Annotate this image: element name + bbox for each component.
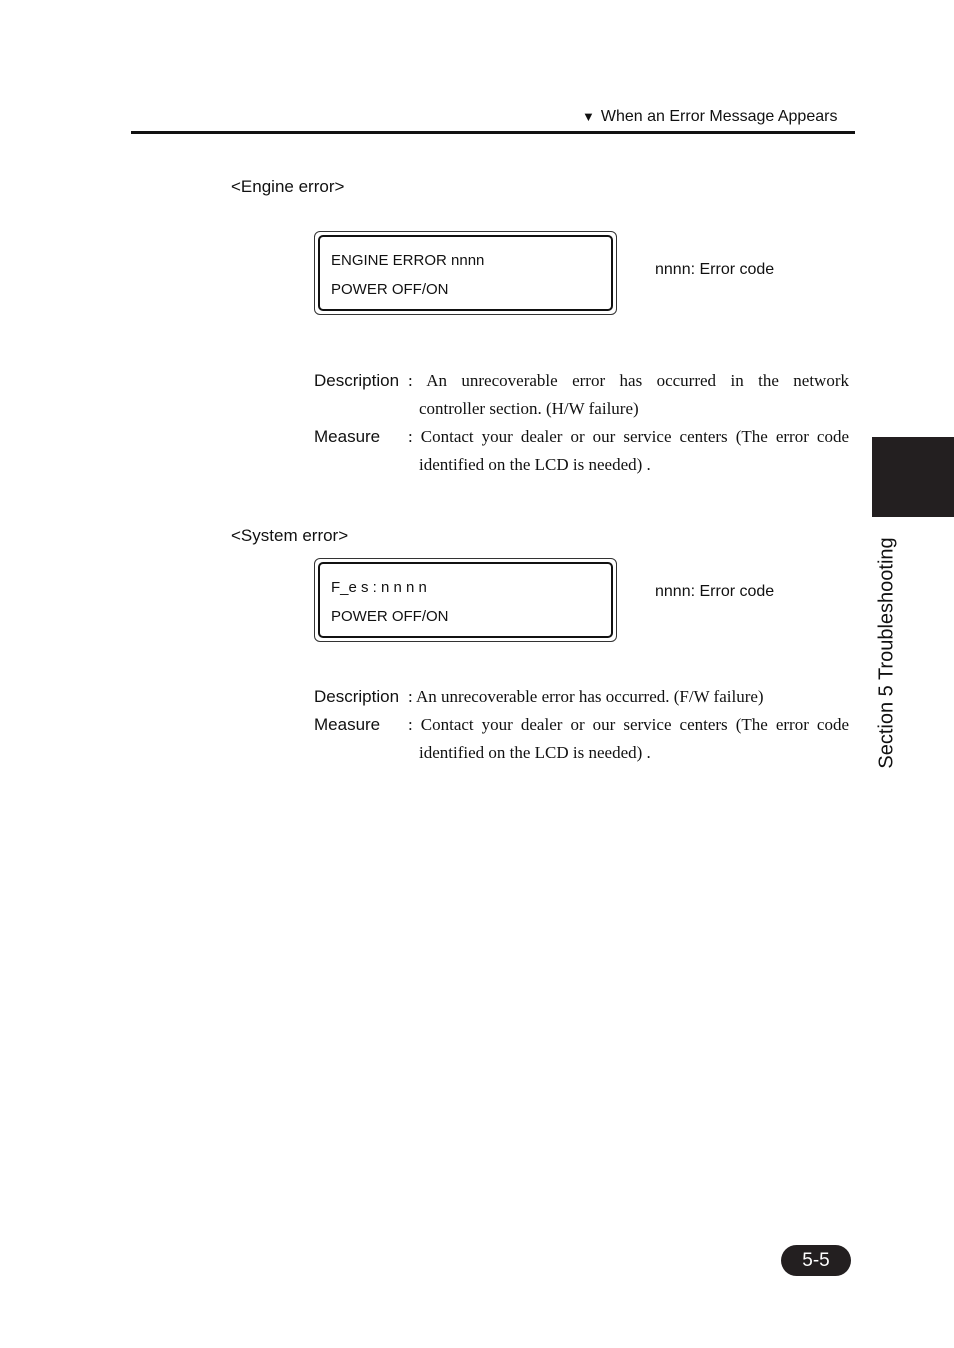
engine-error-code-note: nnnn: Error code	[655, 261, 775, 278]
system-measure-label: Measure	[314, 715, 381, 734]
triangle-down-icon: ▼	[582, 109, 595, 124]
engine-description-label: Description	[314, 371, 400, 390]
system-measure-line-2: identified on the LCD is needed) .	[419, 743, 651, 762]
section-thumb-tab	[872, 437, 954, 517]
engine-description-line-2: controller section. (H/W failure)	[419, 399, 639, 418]
engine-description-line-1: : An unrecoverable error has occurred in the network	[408, 371, 849, 390]
system-error-code-note: nnnn: Error code	[655, 583, 775, 600]
running-header	[582, 108, 837, 126]
lcd-line-1: F_e s : n n n n	[331, 579, 427, 596]
lcd-line-2: POWER OFF/ON	[331, 608, 449, 625]
lcd-line-2: POWER OFF/ON	[331, 281, 449, 298]
system-error-heading: <System error>	[231, 526, 349, 545]
section-side-label-text: Section 5 Troubleshooting	[875, 536, 898, 769]
running-header-title: When an Error Message Appears	[600, 108, 838, 125]
engine-error-lcd-display	[314, 231, 617, 315]
lcd-screen	[318, 562, 613, 638]
lcd-screen	[318, 235, 613, 311]
engine-measure-line-2: identified on the LCD is needed) .	[419, 455, 651, 474]
engine-measure-line-1: : Contact your dealer or our service centers (The error code	[408, 427, 849, 446]
system-description-line-1: : An unrecoverable error has occurred. (F/W failure)	[408, 687, 764, 706]
lcd-line-1: ENGINE ERROR nnnn	[331, 252, 485, 269]
system-description-label: Description	[314, 687, 400, 706]
page-number: 5-5	[781, 1245, 851, 1276]
system-measure-line-1: : Contact your dealer or our service centers (The error code	[408, 715, 849, 734]
section-side-label	[872, 520, 902, 785]
engine-measure-label: Measure	[314, 427, 381, 446]
header-divider	[131, 131, 855, 134]
system-error-lcd-display	[314, 558, 617, 642]
engine-error-heading: <Engine error>	[231, 177, 345, 196]
